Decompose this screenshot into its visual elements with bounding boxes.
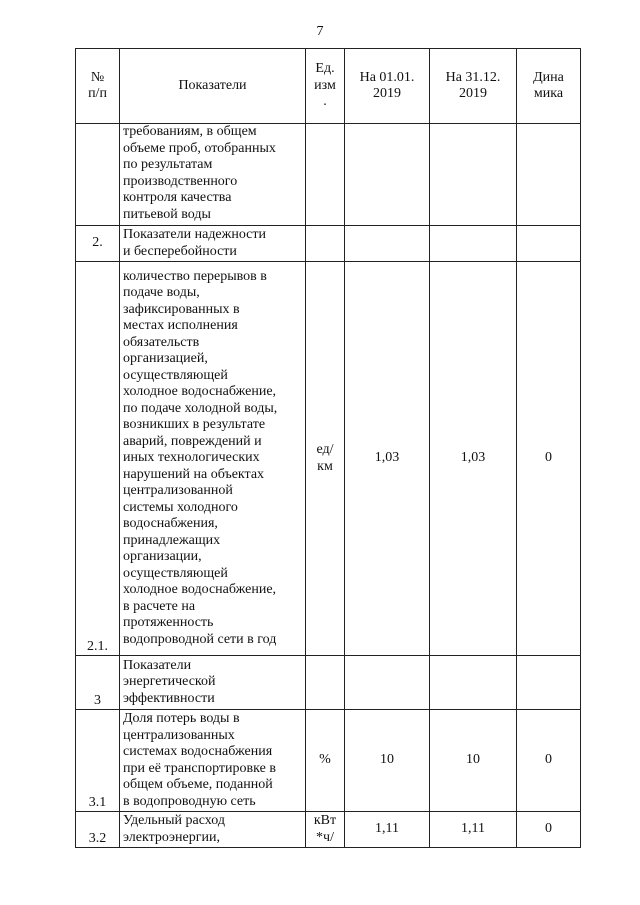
table-header-row: [76, 49, 581, 124]
table-row: [76, 124, 581, 226]
row-indicator: Показатели надежности и бесперебойности: [120, 226, 306, 262]
row-start: [345, 656, 430, 710]
row-indicator: требованиям, в общем объеме проб, отобранных по результатам производственного контроля качества питьевой воды: [120, 124, 306, 226]
table-row: [76, 710, 581, 812]
row-unit: %: [306, 710, 345, 812]
row-num: 2.: [76, 226, 120, 262]
row-dynamics: 0: [517, 262, 581, 656]
row-start: [345, 226, 430, 262]
header-start: На 01.01. 2019: [345, 49, 430, 124]
header-indicator: Показатели: [120, 49, 306, 124]
row-indicator: Удельный расход электроэнергии,: [120, 812, 306, 848]
row-unit: [306, 226, 345, 262]
row-start: 10: [345, 710, 430, 812]
row-dynamics: [517, 656, 581, 710]
row-num: 3.2: [76, 812, 120, 848]
header-end: На 31.12. 2019: [430, 49, 517, 124]
row-num: [76, 124, 120, 226]
indicators-table: [75, 48, 581, 848]
row-dynamics: 0: [517, 812, 581, 848]
row-indicator: Показатели энергетической эффективности: [120, 656, 306, 710]
row-indicator: Доля потерь воды в централизованных системах водоснабжения при её транспортировке в общем объеме, поданной в водопроводную сеть: [120, 710, 306, 812]
table-row: [76, 226, 581, 262]
row-end: 1,03: [430, 262, 517, 656]
row-dynamics: 0: [517, 710, 581, 812]
row-end: [430, 124, 517, 226]
row-dynamics: [517, 124, 581, 226]
row-end: [430, 656, 517, 710]
row-num: 2.1.: [76, 262, 120, 656]
row-start: [345, 124, 430, 226]
row-start: 1,03: [345, 262, 430, 656]
row-dynamics: [517, 226, 581, 262]
row-end: [430, 226, 517, 262]
row-unit: [306, 656, 345, 710]
row-end: 1,11: [430, 812, 517, 848]
header-unit: Ед. изм .: [306, 49, 345, 124]
row-unit: ед/ км: [306, 262, 345, 656]
row-start: 1,11: [345, 812, 430, 848]
header-num: № п/п: [76, 49, 120, 124]
page-number: 7: [316, 24, 324, 39]
table-row: [76, 812, 581, 848]
row-num: 3.1: [76, 710, 120, 812]
row-indicator: количество перерывов в подаче воды, зафиксированных в местах исполнения обязательств организацией, осуществляющей холодное водоснабжение, по подаче холодной воды, возникших в результате аварий, повреждений и иных технологических нарушений на объектах централизованной системы холодного водоснабжения, принадлежащих организации, осуществляющей холодное водоснабжение, в расчете на протяженность водопроводной сети в год: [120, 262, 306, 656]
row-end: 10: [430, 710, 517, 812]
table-row: [76, 656, 581, 710]
header-dynamics: Дина мика: [517, 49, 581, 124]
row-num: 3: [76, 656, 120, 710]
row-unit: кВт *ч/: [306, 812, 345, 848]
table-row: [76, 262, 581, 656]
row-unit: [306, 124, 345, 226]
